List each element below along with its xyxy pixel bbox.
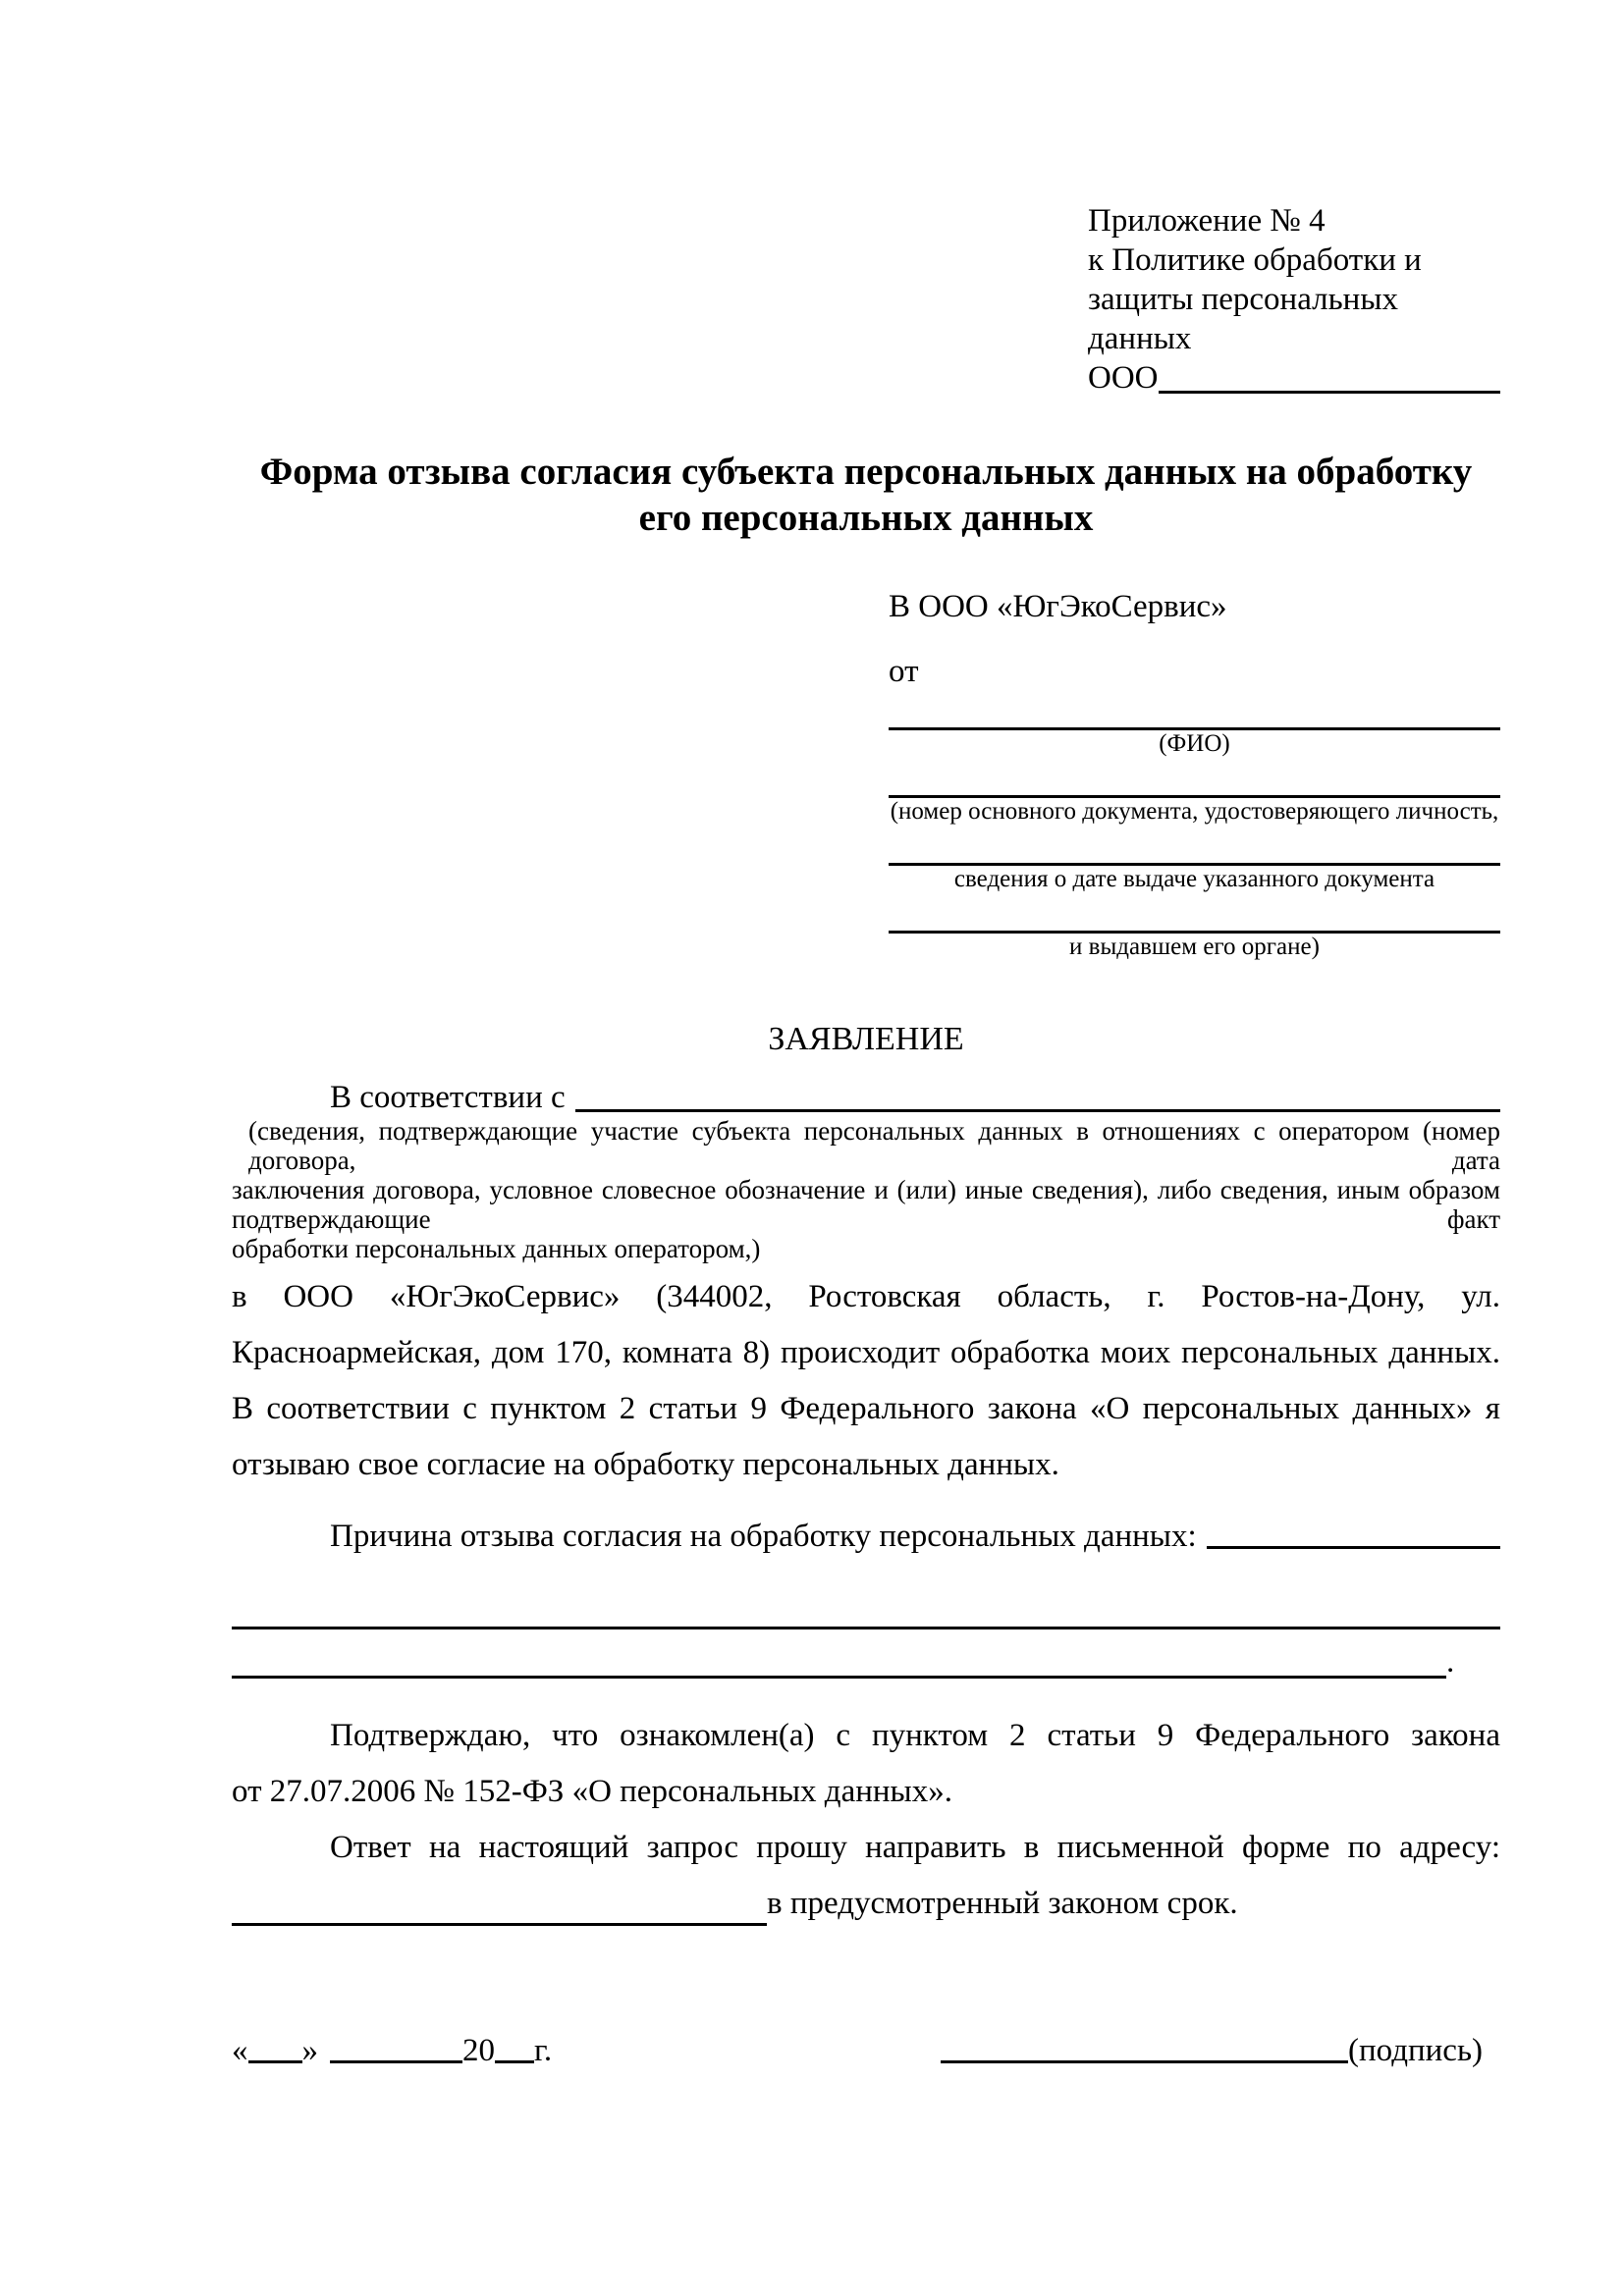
main-paragraph-line-4: отзываю свое согласие на обработку персональных данных. [232,1447,1059,1482]
reason-period: . [1446,1644,1455,1680]
signature-blank-line [941,2060,1348,2063]
main-paragraph-line-3: В соответствии с пунктом 2 статьи 9 Федерального закона «О персональных данных» я [232,1391,1500,1426]
fineprint-line-3: обработки персональных данных оператором,) [232,1234,761,1263]
ooo-label: ООО [1088,360,1159,396]
fineprint-caption [232,1116,1500,1263]
main-paragraph-line-2: Красноармейская, дом 170, комната 8) происходит обработка моих персональных данных. [232,1335,1500,1370]
date-month-blank [330,2060,462,2063]
statement-heading: ЗАЯВЛЕНИЕ [768,1021,964,1057]
doc-number-blank-line [889,772,1500,798]
confirm-paragraph [232,1708,1500,1820]
confirm-line-1: Подтверждаю, что ознакомлен(а) с пунктом 2 статьи 9 Федерального закона [330,1718,1500,1753]
doc-number-caption: (номер основного документа, удостоверяющего личность, [890,798,1499,825]
doc-date-caption: сведения о дате выдаче указанного документа [953,866,1435,892]
fineprint-line-1: (сведения, подтверждающие участие субъекта персональных данных в отношениях с оператором (номер договора, дата [248,1116,1500,1175]
appendix-block [1088,201,1500,398]
reason-row [232,1499,1500,1555]
addressee-block [889,588,1500,961]
address-blank-line [232,1923,767,1926]
appendix-line-3: защиты персональных данных [1088,282,1398,356]
intro-row [232,1075,1500,1116]
footer-row [232,2022,1500,2069]
appendix-line-2: к Политике обработки и [1088,242,1422,278]
reason-label: Причина отзыва согласия на обработку персональных данных: [330,1519,1197,1554]
response-line-2 [232,1876,1500,1932]
fio-blank-line [889,704,1500,730]
response-suffix: в предусмотренный законом срок. [767,1886,1238,1921]
reason-blank-line-1 [1207,1546,1500,1549]
doc-issuer-caption: и выдавшем его органе) [1069,934,1320,960]
reason-blank-line-2 [232,1555,1500,1629]
date-day-blank [248,2060,302,2063]
main-paragraph-line-1: в ООО «ЮгЭкоСервис» (344002, Ростовская область, г. Ростов-на-Дону, ул. [232,1279,1500,1314]
main-paragraph [232,1269,1500,1493]
doc-issuer-blank-line [889,907,1500,934]
fineprint-line-2: заключения договора, условное словесное обозначение и (или) иные сведения), либо сведения, иным образом подтверждающие факт [232,1175,1500,1234]
reason-blank-line-3-rule [232,1629,1446,1679]
page-title-line-2: его персональных данных [638,497,1094,539]
reason-blank-line-3 [232,1629,1500,1679]
appendix-ooo-row [1088,358,1500,398]
date-group [232,2033,552,2069]
signature-group [941,2033,1483,2069]
intro-label: В соответствии с [330,1080,566,1115]
addressee-from-label: от [889,654,919,689]
signature-caption: (подпись) [1348,2033,1483,2068]
date-year-blank [495,2060,534,2063]
doc-date-blank-line [889,839,1500,866]
page-title-line-1: Форма отзыва согласия субъекта персональных данных на обработку [259,451,1473,493]
response-paragraph [232,1820,1500,1932]
date-year-suffix: г. [534,2033,553,2068]
addressee-to: В ООО «ЮгЭкоСервис» [889,589,1227,624]
date-year-prefix: 20 [462,2033,495,2068]
appendix-line-1: Приложение № 4 [1088,203,1326,239]
intro-blank-line [575,1109,1500,1112]
date-quote-close: » [301,2033,318,2068]
page-title [232,449,1500,541]
fio-caption: (ФИО) [1159,730,1230,757]
confirm-line-2: от 27.07.2006 № 152-ФЗ «О персональных данных». [232,1774,952,1809]
response-line-1: Ответ на настоящий запрос прошу направить в письменной форме по адресу: [330,1830,1500,1865]
ooo-blank-line [1159,391,1501,394]
date-quote-open: « [232,2033,248,2068]
